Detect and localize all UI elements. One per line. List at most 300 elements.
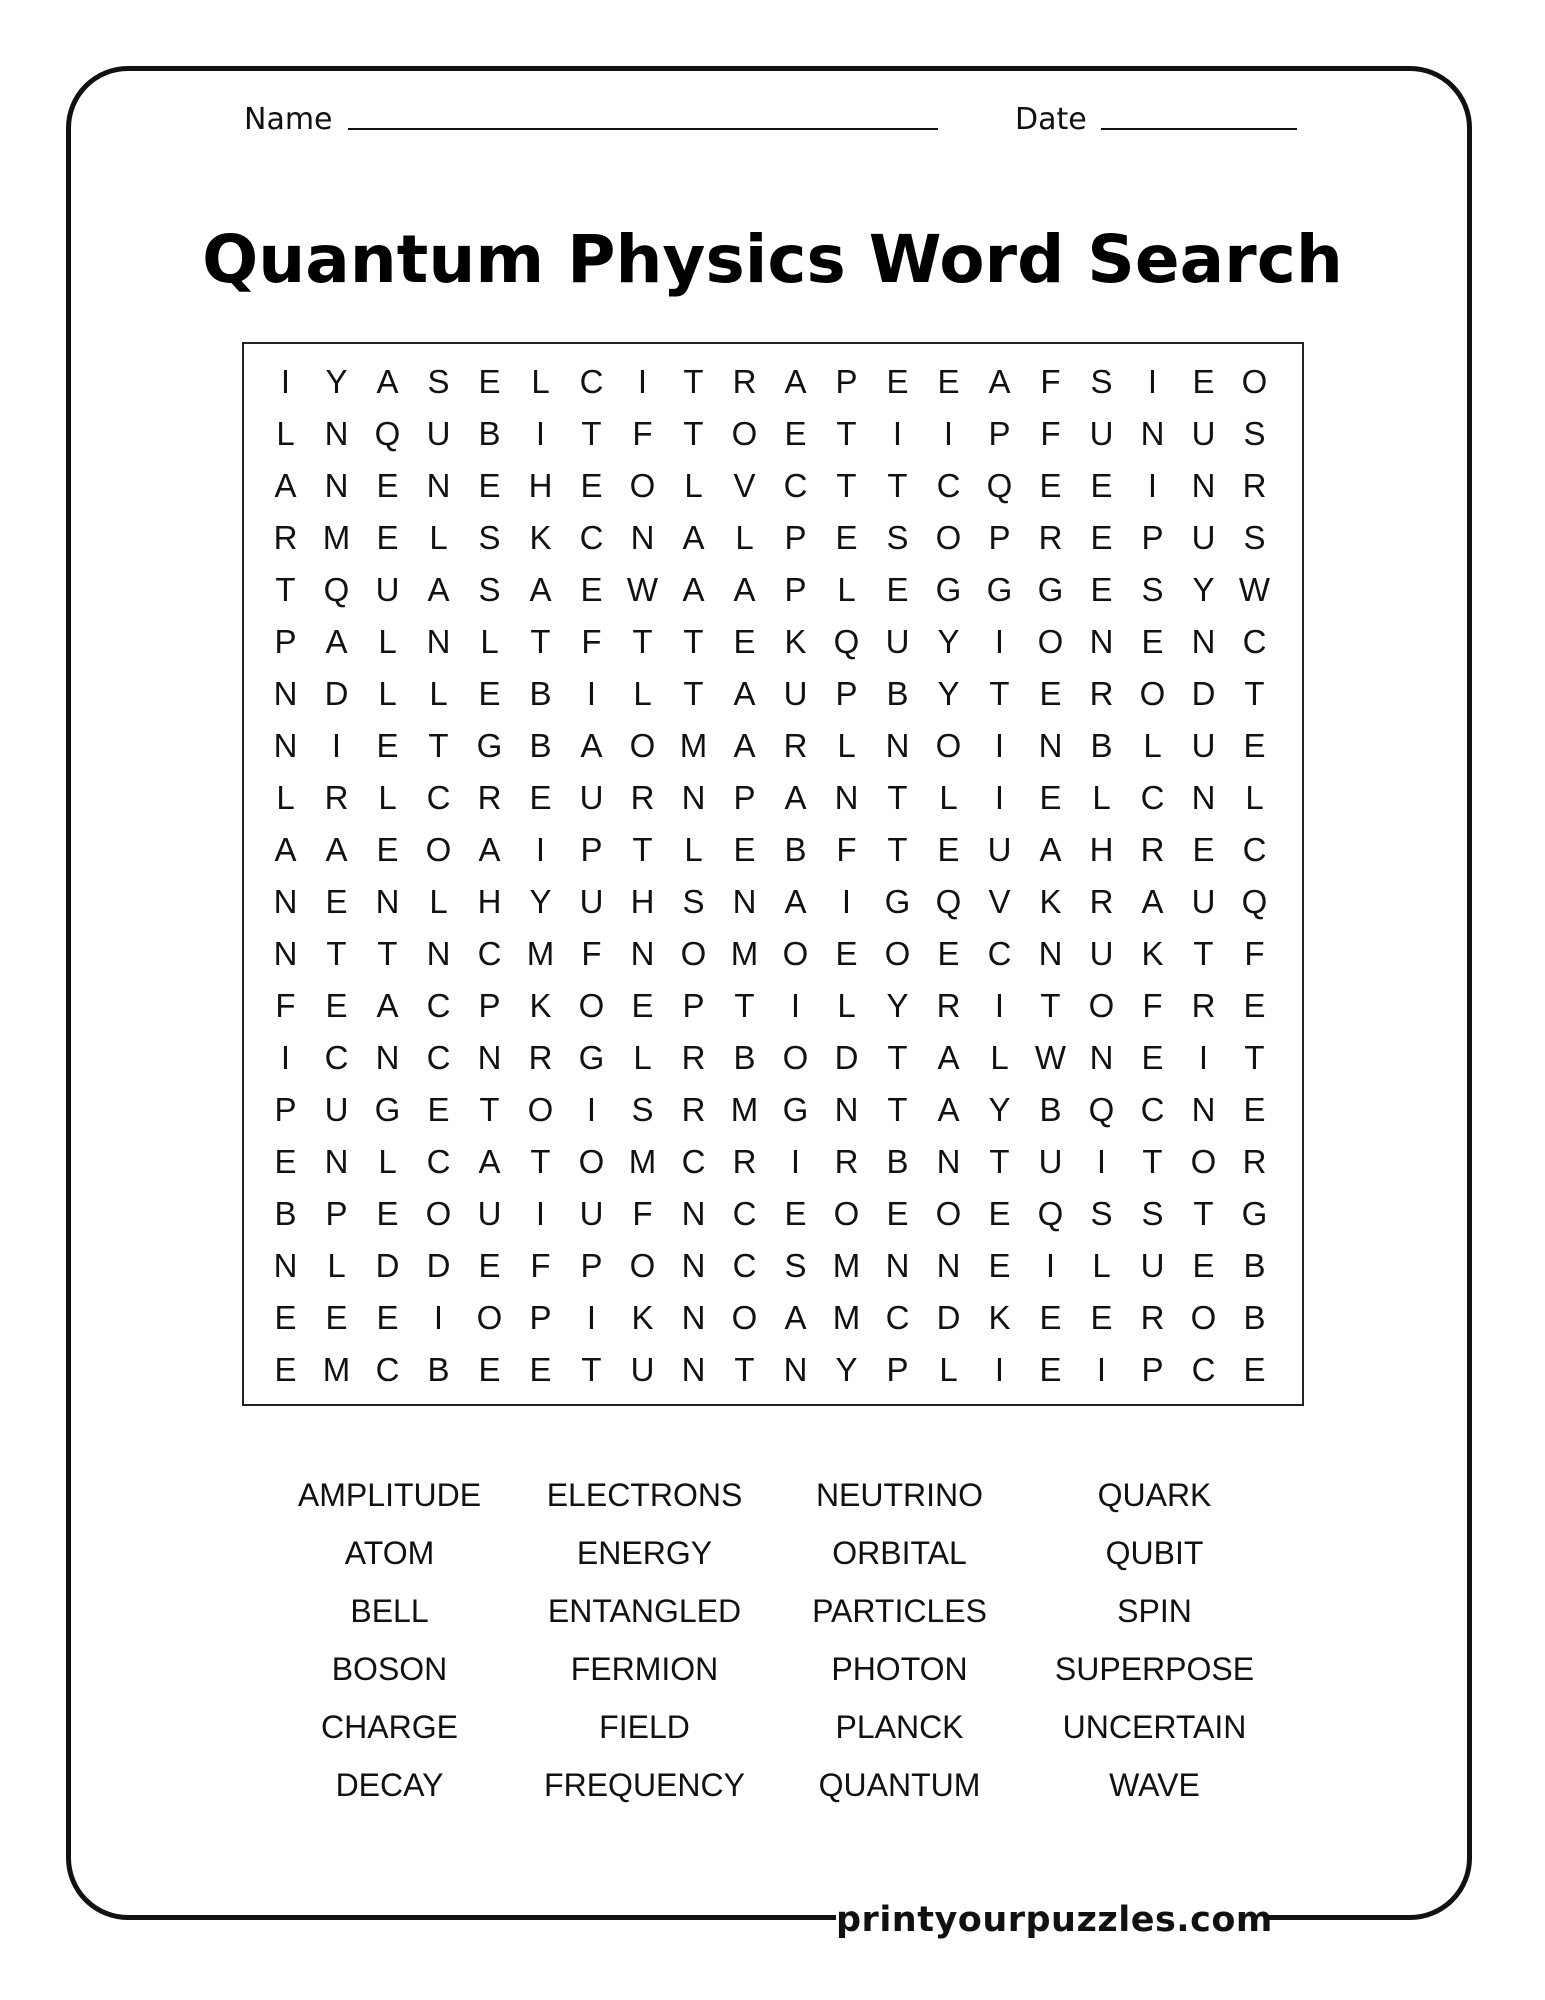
grid-letter: A — [478, 1143, 501, 1180]
word-list-item: ELECTRONS — [546, 1477, 743, 1513]
grid-letter: V — [988, 883, 1011, 920]
grid-letter: B — [784, 831, 807, 868]
grid-letter: E — [274, 1143, 297, 1180]
grid-letter: M — [322, 1351, 351, 1388]
grid-letter: E — [886, 571, 909, 608]
grid-letter: T — [989, 675, 1010, 712]
grid-letter: L — [480, 623, 499, 660]
grid-letter: U — [426, 415, 451, 452]
word-list-item: UNCERTAIN — [1062, 1709, 1247, 1745]
grid-letter: Q — [986, 467, 1013, 504]
grid-letter: Q — [833, 623, 860, 660]
grid-letter: D — [324, 675, 349, 712]
grid-letter: T — [1193, 1195, 1214, 1232]
grid-letter: A — [784, 363, 807, 400]
grid-letter: T — [734, 987, 755, 1024]
name-label: Name — [244, 102, 333, 137]
grid-letter: P — [529, 1299, 552, 1336]
word-list-item: ATOM — [344, 1535, 435, 1571]
grid-letter: U — [375, 571, 400, 608]
grid-letter: E — [784, 1195, 807, 1232]
word-list-item: AMPLITUDE — [297, 1477, 482, 1513]
grid-letter: P — [835, 675, 858, 712]
grid-letter: O — [1139, 675, 1166, 712]
grid-letter: I — [433, 1299, 444, 1336]
grid-letter: O — [425, 831, 452, 868]
grid-letter: F — [275, 987, 296, 1024]
grid-letter: E — [580, 467, 603, 504]
grid-letter: K — [988, 1299, 1011, 1336]
grid-letter: N — [1089, 623, 1114, 660]
grid-letter: P — [580, 831, 603, 868]
grid-letter: C — [375, 1351, 400, 1388]
grid-letter: A — [784, 1299, 807, 1336]
grid-letter: R — [273, 519, 298, 556]
grid-letter: I — [535, 1195, 546, 1232]
grid-letter: E — [478, 1247, 501, 1284]
grid-letter: E — [631, 987, 654, 1024]
grid-letter: N — [375, 883, 400, 920]
grid-letter: B — [529, 727, 552, 764]
grid-letter: T — [887, 831, 908, 868]
word-list-item: SUPERPOSE — [1054, 1651, 1255, 1687]
word-list-item: FIELD — [599, 1709, 690, 1745]
grid-letter: O — [1241, 363, 1268, 400]
grid-letter: E — [1243, 987, 1266, 1024]
grid-letter: O — [1088, 987, 1115, 1024]
word-list-item: QUBIT — [1105, 1535, 1204, 1571]
grid-letter: G — [476, 727, 503, 764]
grid-letter: L — [276, 415, 295, 452]
grid-letter: N — [273, 727, 298, 764]
grid-letter: C — [783, 467, 808, 504]
grid-letter: E — [376, 831, 399, 868]
grid-letter: R — [732, 1143, 757, 1180]
grid-letter: T — [836, 467, 857, 504]
grid-letter: K — [784, 623, 807, 660]
grid-letter: O — [578, 1143, 605, 1180]
grid-letter: E — [1090, 571, 1113, 608]
grid-letter: A — [988, 363, 1011, 400]
grid-letter: A — [1141, 883, 1164, 920]
grid-letter: P — [682, 987, 705, 1024]
grid-letter: A — [427, 571, 450, 608]
name-line — [348, 128, 938, 130]
grid-letter: A — [1039, 831, 1062, 868]
grid-letter: O — [476, 1299, 503, 1336]
grid-letter: S — [478, 571, 501, 608]
grid-letter: A — [733, 727, 756, 764]
grid-letter: O — [884, 935, 911, 972]
grid-letter: R — [1242, 1143, 1267, 1180]
grid-letter: E — [1090, 519, 1113, 556]
grid-letter: R — [1038, 519, 1063, 556]
grid-letter: Q — [1088, 1091, 1115, 1128]
grid-letter: R — [936, 987, 961, 1024]
grid-letter: N — [1038, 935, 1063, 972]
grid-letter: I — [994, 987, 1005, 1024]
grid-letter: E — [1243, 1351, 1266, 1388]
grid-letter: L — [735, 519, 754, 556]
grid-letter: C — [324, 1039, 349, 1076]
grid-letter: L — [1092, 779, 1111, 816]
grid-letter: F — [632, 415, 653, 452]
grid-letter: I — [892, 415, 903, 452]
grid-letter: L — [837, 987, 856, 1024]
grid-letter: I — [586, 1299, 597, 1336]
grid-letter: A — [325, 831, 348, 868]
grid-letter: I — [1096, 1143, 1107, 1180]
word-list-item: FREQUENCY — [544, 1767, 745, 1803]
grid-letter: E — [733, 623, 756, 660]
grid-letter: I — [1147, 467, 1158, 504]
grid-letter: H — [1089, 831, 1114, 868]
grid-letter: T — [887, 467, 908, 504]
grid-letter: O — [782, 935, 809, 972]
grid-letter: P — [274, 623, 297, 660]
grid-letter: T — [1142, 1143, 1163, 1180]
grid-letter: T — [836, 415, 857, 452]
grid-letter: O — [731, 1299, 758, 1336]
grid-letter: I — [637, 363, 648, 400]
grid-letter: N — [885, 727, 910, 764]
grid-letter: D — [936, 1299, 961, 1336]
grid-letter: B — [733, 1039, 756, 1076]
grid-letter: N — [681, 1299, 706, 1336]
grid-letter: E — [1192, 363, 1215, 400]
grid-letter: U — [579, 1195, 604, 1232]
grid-letter: I — [1198, 1039, 1209, 1076]
grid-letter: O — [425, 1195, 452, 1232]
grid-letter: E — [835, 519, 858, 556]
grid-letter: F — [632, 1195, 653, 1232]
grid-letter: U — [1038, 1143, 1063, 1180]
grid-letter: E — [325, 987, 348, 1024]
grid-letter: I — [994, 1351, 1005, 1388]
grid-letter: L — [378, 1143, 397, 1180]
grid-letter: E — [529, 779, 552, 816]
grid-letter: S — [682, 883, 705, 920]
word-list-item: SPIN — [1117, 1593, 1192, 1629]
grid-letter: P — [325, 1195, 348, 1232]
grid-letter: E — [937, 363, 960, 400]
grid-letter: N — [1191, 779, 1216, 816]
grid-letter: R — [1242, 467, 1267, 504]
grid-letter: I — [1096, 1351, 1107, 1388]
grid-letter: C — [426, 779, 451, 816]
grid-letter: S — [631, 1091, 654, 1128]
word-list-item: PLANCK — [835, 1709, 964, 1745]
grid-letter: L — [939, 779, 958, 816]
grid-letter: N — [375, 1039, 400, 1076]
grid-letter: I — [280, 363, 291, 400]
grid-letter: C — [1140, 1091, 1165, 1128]
grid-letter: K — [529, 987, 552, 1024]
grid-letter: T — [1040, 987, 1061, 1024]
grid-letter: C — [987, 935, 1012, 972]
grid-letter: E — [1039, 1351, 1062, 1388]
grid-letter: C — [732, 1247, 757, 1284]
grid-letter: L — [1245, 779, 1264, 816]
grid-letter: E — [1039, 675, 1062, 712]
grid-letter: E — [478, 363, 501, 400]
grid-letter: N — [273, 675, 298, 712]
grid-letter: T — [683, 675, 704, 712]
grid-letter: G — [884, 883, 911, 920]
word-list-item: PHOTON — [831, 1651, 968, 1687]
grid-letter: E — [1243, 727, 1266, 764]
grid-letter: R — [324, 779, 349, 816]
grid-letter: R — [630, 779, 655, 816]
grid-letter: O — [527, 1091, 554, 1128]
grid-letter: R — [1140, 1299, 1165, 1336]
grid-letter: E — [1039, 1299, 1062, 1336]
grid-letter: E — [427, 1091, 450, 1128]
grid-letter: I — [994, 779, 1005, 816]
grid-letter: E — [1039, 467, 1062, 504]
grid-letter: E — [529, 1351, 552, 1388]
grid-letter: R — [1089, 883, 1114, 920]
grid-letter: A — [376, 363, 399, 400]
grid-letter: K — [1141, 935, 1164, 972]
grid-letter: O — [578, 987, 605, 1024]
grid-letter: U — [1089, 935, 1114, 972]
grid-letter: A — [682, 519, 705, 556]
date-line — [1101, 128, 1297, 130]
grid-letter: E — [325, 1299, 348, 1336]
grid-letter: S — [886, 519, 909, 556]
grid-letter: T — [581, 1351, 602, 1388]
grid-letter: B — [886, 675, 909, 712]
grid-letter: T — [530, 623, 551, 660]
grid-letter: E — [937, 831, 960, 868]
grid-letter: C — [579, 363, 604, 400]
grid-letter: N — [834, 1091, 859, 1128]
grid-letter: S — [1090, 1195, 1113, 1232]
word-list-item: BOSON — [331, 1651, 448, 1687]
letter-grid — [260, 356, 1280, 1396]
grid-letter: G — [374, 1091, 401, 1128]
grid-letter: A — [682, 571, 705, 608]
grid-letter: I — [280, 1039, 291, 1076]
grid-letter: G — [1037, 571, 1064, 608]
grid-letter: T — [581, 415, 602, 452]
grid-letter: W — [1238, 571, 1271, 608]
grid-letter: A — [784, 779, 807, 816]
word-list-item: ORBITAL — [832, 1535, 967, 1571]
grid-letter: Q — [1037, 1195, 1064, 1232]
grid-letter: C — [885, 1299, 910, 1336]
grid-letter: A — [529, 571, 552, 608]
grid-letter: W — [1034, 1039, 1067, 1076]
grid-letter: B — [274, 1195, 297, 1232]
grid-letter: A — [478, 831, 501, 868]
grid-letter: A — [274, 467, 297, 504]
grid-letter: K — [529, 519, 552, 556]
grid-letter: N — [834, 779, 859, 816]
grid-letter: S — [1141, 571, 1164, 608]
grid-letter: B — [1090, 727, 1113, 764]
grid-letter: Y — [325, 363, 348, 400]
grid-letter: S — [427, 363, 450, 400]
grid-letter: A — [376, 987, 399, 1024]
grid-letter: N — [732, 883, 757, 920]
grid-letter: S — [1243, 519, 1266, 556]
grid-letter: R — [1140, 831, 1165, 868]
grid-letter: L — [1143, 727, 1162, 764]
grid-letter: U — [885, 623, 910, 660]
grid-letter: L — [633, 1039, 652, 1076]
footer-site-name: printyourpuzzles.com — [836, 1900, 1273, 1940]
grid-letter: N — [1191, 1091, 1216, 1128]
word-list-item: NEUTRINO — [815, 1477, 984, 1513]
grid-letter: G — [782, 1091, 809, 1128]
grid-letter: I — [535, 831, 546, 868]
grid-letter: T — [683, 415, 704, 452]
grid-letter: U — [579, 883, 604, 920]
grid-letter: O — [935, 1195, 962, 1232]
date-label: Date — [1015, 102, 1087, 137]
grid-letter: T — [1193, 935, 1214, 972]
grid-letter: U — [987, 831, 1012, 868]
grid-letter: T — [479, 1091, 500, 1128]
grid-letter: B — [1243, 1247, 1266, 1284]
grid-letter: N — [885, 1247, 910, 1284]
grid-letter: A — [784, 883, 807, 920]
grid-letter: E — [886, 363, 909, 400]
grid-letter: S — [478, 519, 501, 556]
grid-letter: F — [1040, 415, 1061, 452]
grid-letter: P — [733, 779, 756, 816]
grid-letter: N — [324, 415, 349, 452]
word-list-item: BELL — [350, 1593, 429, 1629]
grid-letter: S — [1090, 363, 1113, 400]
grid-letter: L — [684, 831, 703, 868]
grid-letter: A — [937, 1091, 960, 1128]
grid-letter: F — [581, 935, 602, 972]
grid-letter: U — [1191, 883, 1216, 920]
grid-letter: Y — [529, 883, 552, 920]
word-list-item: DECAY — [335, 1767, 444, 1803]
grid-letter: T — [632, 831, 653, 868]
grid-letter: M — [730, 935, 759, 972]
grid-letter: T — [275, 571, 296, 608]
grid-letter: C — [426, 987, 451, 1024]
grid-letter: P — [886, 1351, 909, 1388]
grid-letter: M — [526, 935, 555, 972]
grid-letter: I — [994, 727, 1005, 764]
grid-letter: I — [841, 883, 852, 920]
grid-letter: N — [681, 1195, 706, 1232]
grid-letter: U — [579, 779, 604, 816]
grid-letter: N — [324, 467, 349, 504]
grid-letter: T — [377, 935, 398, 972]
word-list-item: FERMION — [570, 1651, 719, 1687]
grid-letter: E — [478, 675, 501, 712]
grid-letter: C — [1242, 831, 1267, 868]
grid-letter: E — [274, 1351, 297, 1388]
grid-letter: R — [477, 779, 502, 816]
grid-letter: F — [1142, 987, 1163, 1024]
grid-letter: E — [325, 883, 348, 920]
grid-letter: G — [935, 571, 962, 608]
grid-letter: L — [633, 675, 652, 712]
grid-letter: N — [273, 883, 298, 920]
grid-letter: P — [988, 415, 1011, 452]
grid-letter: N — [324, 1143, 349, 1180]
grid-letter: T — [530, 1143, 551, 1180]
grid-letter: O — [680, 935, 707, 972]
grid-letter: E — [835, 935, 858, 972]
word-list-item: ENTANGLED — [547, 1593, 742, 1629]
grid-letter: P — [1141, 1351, 1164, 1388]
grid-letter: L — [531, 363, 550, 400]
grid-letter: L — [378, 779, 397, 816]
grid-letter: M — [832, 1247, 861, 1284]
grid-letter: N — [1191, 623, 1216, 660]
grid-letter: L — [684, 467, 703, 504]
grid-letter: A — [937, 1039, 960, 1076]
grid-letter: N — [273, 1247, 298, 1284]
grid-letter: E — [886, 1195, 909, 1232]
grid-letter: N — [783, 1351, 808, 1388]
grid-letter: L — [837, 727, 856, 764]
grid-letter: R — [732, 363, 757, 400]
grid-letter: U — [783, 675, 808, 712]
grid-letter: S — [1141, 1195, 1164, 1232]
grid-letter: E — [988, 1247, 1011, 1284]
grid-letter: O — [1190, 1143, 1217, 1180]
grid-letter: Y — [886, 987, 909, 1024]
grid-letter: I — [535, 415, 546, 452]
grid-letter: U — [1140, 1247, 1165, 1284]
grid-letter: N — [681, 1351, 706, 1388]
grid-letter: C — [426, 1143, 451, 1180]
grid-letter: E — [478, 467, 501, 504]
grid-letter: G — [578, 1039, 605, 1076]
word-list-item: WAVE — [1109, 1767, 1200, 1803]
grid-letter: H — [477, 883, 502, 920]
grid-letter: P — [784, 571, 807, 608]
grid-letter: K — [631, 1299, 654, 1336]
word-list-item: QUANTUM — [818, 1767, 981, 1803]
grid-letter: E — [1243, 1091, 1266, 1128]
grid-letter: M — [832, 1299, 861, 1336]
grid-letter: O — [731, 415, 758, 452]
grid-letter: T — [326, 935, 347, 972]
grid-letter: Y — [937, 623, 960, 660]
grid-letter: I — [1045, 1247, 1056, 1284]
grid-letter: T — [428, 727, 449, 764]
grid-letter: T — [632, 623, 653, 660]
grid-letter: E — [1192, 831, 1215, 868]
grid-letter: H — [528, 467, 553, 504]
grid-letter: P — [1141, 519, 1164, 556]
grid-letter: M — [679, 727, 708, 764]
grid-letter: M — [628, 1143, 657, 1180]
grid-letter: E — [1090, 467, 1113, 504]
grid-letter: P — [988, 519, 1011, 556]
grid-letter: I — [790, 987, 801, 1024]
grid-letter: B — [886, 1143, 909, 1180]
grid-letter: F — [1244, 935, 1265, 972]
grid-letter: C — [1242, 623, 1267, 660]
grid-letter: N — [1140, 415, 1165, 452]
grid-letter: L — [990, 1039, 1009, 1076]
grid-letter: E — [988, 1195, 1011, 1232]
grid-letter: B — [478, 415, 501, 452]
grid-letter: A — [733, 571, 756, 608]
